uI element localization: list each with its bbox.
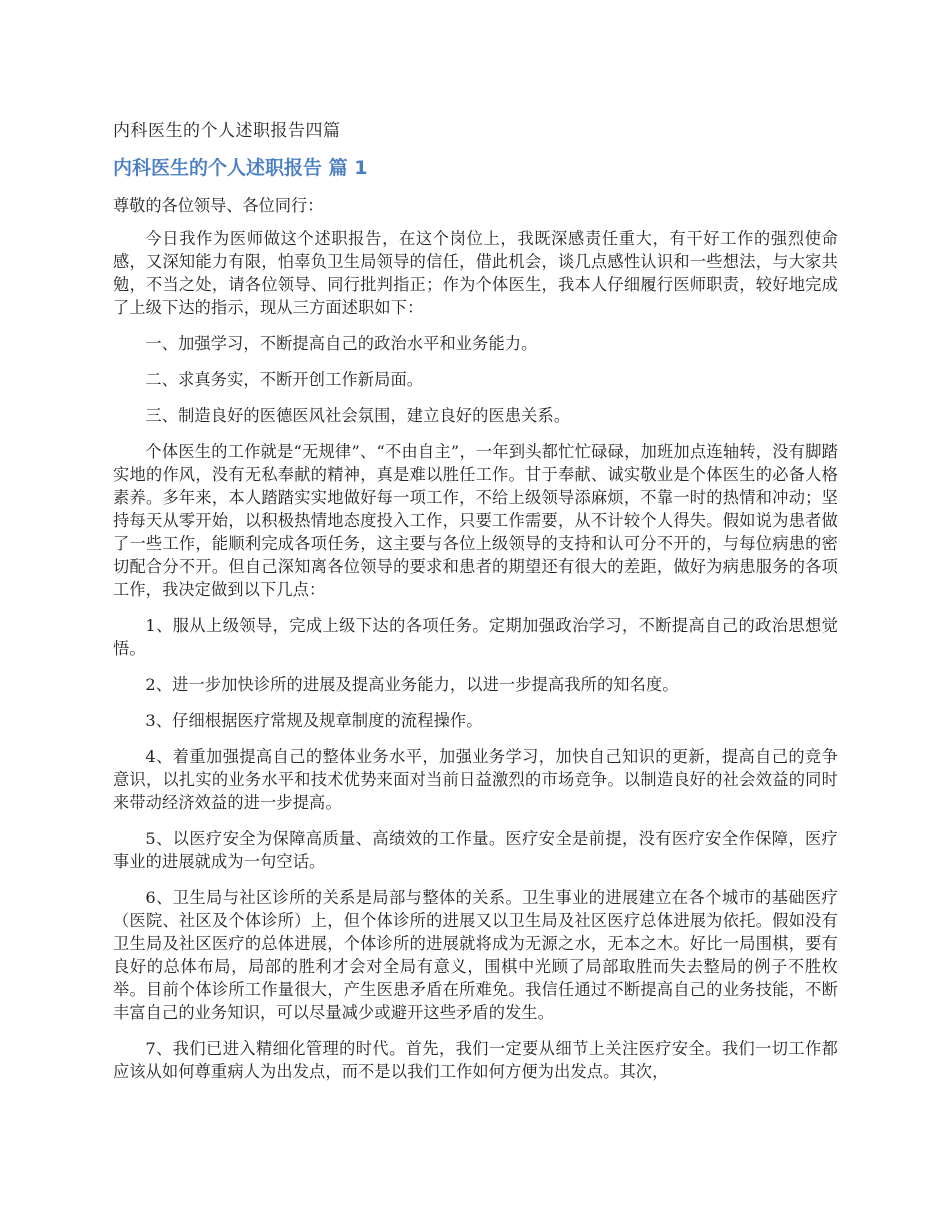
paragraph-item-4: 4、着重加强提高自己的整体业务水平，加强业务学习，加快自己知识的更新，提高自己的竞争意识，以扎实的业务水平和技术优势来面对当前日益激烈的市场竞争。以制造良好的社会效益的同时来带动经济效益的进一步提高。	[113, 747, 838, 812]
paragraph-intro: 今日我作为医师做这个述职报告，在这个岗位上，我既深感责任重大，有干好工作的强烈使命感，又深知能力有限，怕辜负卫生局领导的信任，借此机会，谈几点感性认识和一些想法，与大家共勉，不当之处，请各位领导、同行批判指正；作为个体医生，我本人仔细履行医师职责，较好地完成了上级下达的指示，现从三方面述职如下：	[113, 229, 838, 317]
paragraph-point-1: 一、加强学习，不断提高自己的政治水平和业务能力。	[145, 334, 538, 353]
paragraph-item-3: 3、仔细根据医疗常规及规章制度的流程操作。	[145, 711, 483, 730]
paragraph-item-1: 1、服从上级领导，完成上级下达的各项任务。定期加强政治学习，不断提高自己的政治思想觉悟。	[113, 616, 838, 658]
paragraph-item-6: 6、卫生局与社区诊所的关系是局部与整体的关系。卫生事业的进展建立在各个城市的基础医疗（医院、社区及个体诊所）上，但个体诊所的进展又以卫生局及社区医疗总体进展为依托。假如没有卫生局及社区医疗的总体进展，个体诊所的进展就将成为无源之水，无本之木。好比一局围棋，要有良好的总体布局，局部的胜利才会对全局有意义，围棋中光顾了局部取胜而失去整局的例子不胜枚举。目前个体诊所工作量很大，产生医患矛盾在所难免。我信任通过不断提高自己的业务技能，不断丰富自己的业务知识，可以尽量减少或避开这些矛盾的发生。	[113, 888, 838, 1022]
paragraph-item-7: 7、我们已进入精细化管理的时代。首先，我们一定要从细节上关注医疗安全。我们一切工作都应该从如何尊重病人为出发点，而不是以我们工作如何方便为出发点。其次，	[113, 1039, 838, 1081]
section-heading: 内科医生的个人述职报告 篇 1	[113, 157, 368, 179]
paragraph-item-5: 5、以医疗安全为保障高质量、高绩效的工作量。医疗安全是前提，没有医疗安全作保障，医疗事业的进展就成为一句空话。	[113, 829, 838, 871]
paragraph-point-3: 三、制造良好的医德医风社会氛围，建立良好的医患关系。	[145, 406, 571, 425]
document-title: 内科医生的个人述职报告四篇	[113, 121, 341, 141]
salutation: 尊敬的各位领导、各位同行：	[113, 196, 324, 215]
document-page	[113, 118, 838, 1096]
paragraph-item-2: 2、进一步加快诊所的进展及提高业务能力，以进一步提高我所的知名度。	[145, 675, 679, 694]
paragraph-point-2: 二、求真务实，不断开创工作新局面。	[145, 370, 424, 389]
paragraph-body: 个体医生的工作就是“无规律”、“不由自主”，一年到头都忙忙碌碌，加班加点连轴转，没有脚踏实地的作风，没有无私奉献的精神，真是难以胜任工作。甘于奉献、诚实敬业是个体医生的必备人格素养。多年来，本人踏踏实实地做好每一项工作，不给上级领导添麻烦，不靠一时的热情和冲动；坚持每天从零开始，以积极热情地态度投入工作，只要工作需要，从不计较个人得失。假如说为患者做了一些工作，能顺利完成各项任务，这主要与各位上级领导的支持和认可分不开的，与每位病患的密切配合分不开。但自己深知离各位领导的要求和患者的期望还有很大的差距，做好为病患服务的各项工作，我决定做到以下几点：	[113, 442, 838, 599]
